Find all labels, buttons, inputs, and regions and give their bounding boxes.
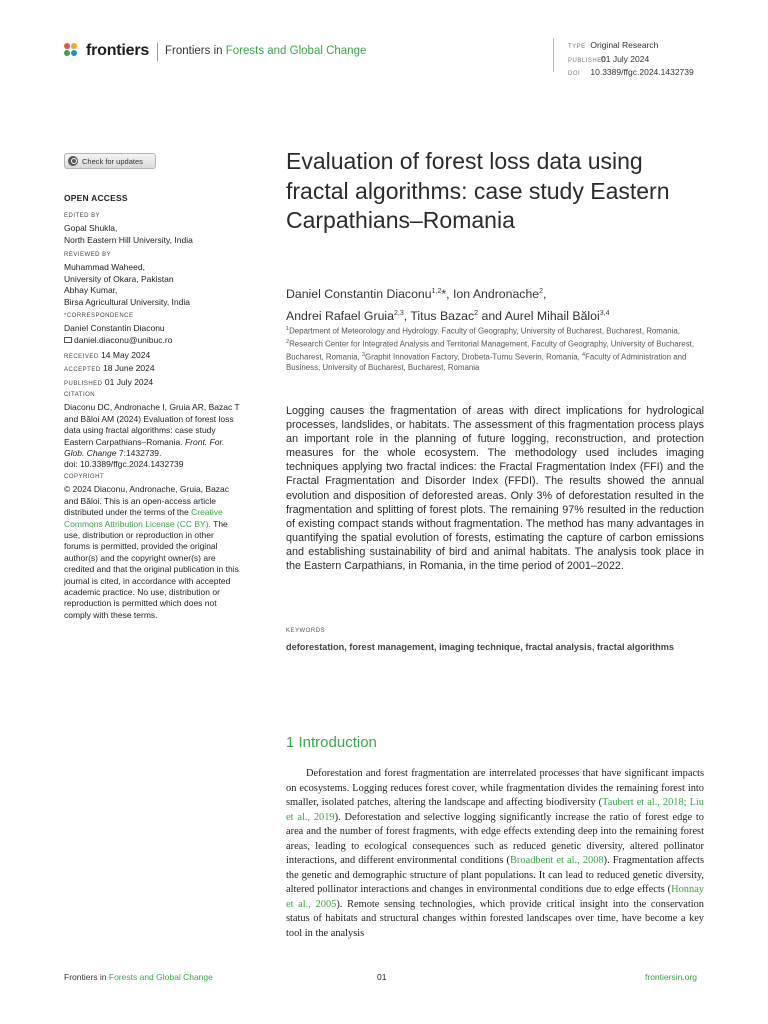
body-text: ). Remote sensing technologies, which provide critical insight into the conservation status of habitats and structural changes within forested landscapes over time, have become a key tool in the analysis — [286, 898, 705, 939]
brand-name: frontiers — [86, 42, 150, 59]
author-separator: , — [403, 309, 411, 324]
check-updates-label: Check for updates — [82, 156, 143, 166]
correspondence-name: Daniel Constantin Diaconu — [64, 323, 165, 334]
body-text: ). Deforestation and selective logging significantly increase the ratio of forest edge to area and the number of forest fragments, with edge effects extending deep into the remaining forest areas, leading to ecological consequences such as reduced genetic diversity, altered pollinator interactions, and different environmental conditions ( — [286, 811, 705, 866]
author-name[interactable]: Andrei Rafael Gruia — [286, 309, 394, 324]
published-value: 01 July 2024 — [104, 376, 154, 387]
journal-prefix: Frontiers in — [165, 45, 223, 57]
keywords-label: KEYWORDS — [286, 628, 326, 634]
license-link[interactable]: Creative Commons Attribution License (CC BY). — [64, 507, 223, 529]
reviewed-by-label: REVIEWED BY — [64, 252, 112, 258]
copyright-text: © 2024 Diaconu, Andronache, Gruia, Bazac and Băloi. This is an open-access article distributed under the terms of the — [64, 484, 230, 518]
journal-name[interactable] — [165, 45, 366, 57]
edited-by-label: EDITED BY — [64, 213, 101, 219]
dates-block — [64, 350, 242, 390]
article-title: Evaluation of forest loss data using fractal algorithms: case study Eastern Carpathians–Romania — [286, 148, 670, 233]
citation-journal: Front. For. Glob. Change — [64, 436, 225, 459]
abstract: Logging causes the fragmentation of areas with direct implications for hydrological processes, landslides, or habitats. The assessment of this fragmentation process plays an important role in the planning of future logging, reconstruction, and protection measures for the whole ecosystem. The methodology used includes imaging techniques applying two fractal indices: the Fractal Fragmentation Index (FFI) and the Fractal Fragmentation and Disorder Index (FFDI). The results showed the annual evolution and disposition of deforested areas. Only 3% of deforestation resulted in the fragmentation and splitting of forest plots. The remaining 97% resulted in the reduction of existing compact stands without fragmentation. The method has many advantages in quantifying the spatial evolution of forests, estimating the capture of carbon emissions and establishing sustainability of bird and animal habitats. The analysis took place in the Eastern Carpathians, in Romania, in the time period of 2001–2022. — [286, 405, 704, 573]
received-value: 14 May 2024 — [101, 350, 151, 360]
published-value: 01 July 2024 — [601, 53, 650, 64]
refresh-icon — [68, 156, 78, 166]
footer-site-link[interactable]: frontiersin.org — [645, 972, 697, 982]
meta-divider — [553, 38, 554, 72]
affiliation-number: 2 — [286, 339, 290, 346]
header-divider — [157, 43, 158, 61]
keywords: deforestation, forest management, imaging technique, fractal analysis, fractal algorithms — [286, 642, 675, 652]
published-label: PUBLISHED — [568, 57, 607, 64]
footer-journal-prefix: Frontiers in — [64, 972, 107, 982]
frontiers-logo[interactable] — [64, 42, 149, 60]
published-label: PUBLISHED — [64, 380, 103, 387]
corresponding-mark: * — [441, 287, 447, 302]
reviewed-by-block — [64, 250, 242, 308]
received-label: RECEIVED — [64, 354, 99, 360]
reviewer-affiliation: University of Okara, Pakistan — [64, 273, 174, 284]
affiliation-number: 3 — [361, 352, 365, 359]
reviewer-name: Abhay Kumar, — [64, 285, 118, 296]
type-value: Original Research — [590, 40, 659, 50]
citation-doi[interactable]: doi: 10.3389/ffgc.2024.1432739 — [64, 459, 184, 470]
author-affiliation-ref: 2 — [539, 288, 544, 295]
copyright-terms: The use, distribution or reproduction in other forums is permitted, provided the original author(s) and the copyright owner(s) are credited and that the original publication in this journal is cited, in accordance with accepted academic practice. No use, distribution or reproduction is permitted which does not comply with these terms. — [64, 518, 239, 620]
frontiers-logo-icon — [64, 43, 80, 59]
citation-label: CITATION — [64, 392, 96, 398]
affiliation-text: Faculty of Administration and Business, University of Bucharest, Bucharest, Romania — [286, 352, 687, 373]
copyright-label: COPYRIGHT — [64, 474, 105, 480]
copyright-block — [64, 472, 242, 621]
author-affiliation-ref: 3,4 — [599, 310, 610, 318]
affiliations — [286, 324, 706, 374]
citation-link[interactable]: Broadbent et al., 2008 — [510, 855, 604, 866]
footer-journal[interactable] — [64, 972, 213, 982]
editor-name: Gopal Shukla, — [64, 223, 118, 234]
page-number: 01 — [377, 972, 387, 982]
author-separator: , — [446, 287, 453, 302]
section-heading: 1 Introduction — [286, 734, 377, 751]
citation-link[interactable]: Honnay et al., 2005 — [286, 884, 704, 910]
citation-link[interactable]: Taubert et al., 2018; Liu et al., 2019 — [286, 797, 704, 823]
body-text: Deforestation and forest fragmentation are interrelated processes that have significant impacts on ecosystems. Logging reduces forest cover, while fragmentation divides the remaining forest into smaller, isolated patches, altering the landscape and affecting biodiversity ( — [286, 768, 704, 808]
accepted-label: ACCEPTED — [64, 367, 101, 374]
reviewer-name: Muhammad Waheed, — [64, 262, 145, 273]
author-affiliation-ref: 2 — [474, 310, 479, 318]
author-name[interactable]: Titus Bazac — [410, 309, 475, 324]
article-meta — [568, 40, 694, 81]
correspondence-block — [64, 311, 242, 346]
author-separator: , — [543, 287, 547, 302]
correspondence-label: *CORRESPONDENCE — [64, 313, 134, 319]
footer-journal-name: Forests and Global Change — [108, 972, 213, 982]
open-access-label: OPEN ACCESS — [64, 193, 128, 203]
citation-text: Diaconu DC, Andronache I, Gruia AR, Bazac T and Băloi AM (2024) Evaluation of forest loss data using fractal algorithms: case study Eastern Carpathians–Romania. — [64, 402, 240, 447]
citation-block — [64, 390, 242, 471]
check-for-updates-button[interactable] — [64, 153, 156, 169]
author-affiliation-ref: 2,3 — [394, 310, 404, 318]
author-affiliation-ref: 1,2 — [431, 288, 442, 295]
affiliation-text: Department of Meteorology and Hydrology, Faculty of Geography, University of Bucharest, Bucharest, Romania, — [289, 326, 680, 336]
journal-title: Forests and Global Change — [225, 45, 367, 57]
affiliation-number: 1 — [286, 326, 290, 332]
type-label: TYPE — [568, 44, 586, 50]
email-icon — [64, 337, 72, 343]
author-name[interactable]: Aurel Mihail Băloi — [504, 309, 600, 324]
author-separator: and — [478, 309, 505, 324]
correspondence-email[interactable]: daniel.diaconu@unibuc.ro — [74, 334, 173, 345]
affiliation-text: Graphit Innovation Factory, Drobeta-Turnu Severin, Romania, — [364, 352, 583, 362]
author-name[interactable]: Daniel Constantin Diaconu — [286, 287, 432, 302]
affiliation-number: 4 — [582, 352, 586, 359]
author-name[interactable]: Ion Andronache — [452, 287, 540, 302]
editor-affiliation: North Eastern Hill University, India — [64, 234, 193, 245]
accepted-value: 18 June 2024 — [103, 363, 155, 374]
body-paragraph — [286, 767, 704, 941]
reviewer-affiliation: Birsa Agricultural University, India — [64, 296, 190, 307]
edited-by-block — [64, 211, 242, 246]
doi-value[interactable]: 10.3389/ffgc.2024.1432739 — [590, 67, 694, 77]
correspondence-email-row[interactable] — [64, 335, 242, 346]
body-text: ). Fragmentation affects the genetic and demographic structure of plant populations. It can lead to reduced genetic diversity, altered pollinator interactions and changes in environmental conditions due to edge effects ( — [286, 855, 704, 895]
doi-label: DOI — [568, 71, 581, 77]
affiliation-text: Research Center for Integrated Analysis and Territorial Management, Faculty of Geography, University of Bucharest, Bucharest, Romania, — [286, 339, 695, 362]
author-list — [286, 282, 716, 326]
citation-volume: 7:1432739. — [116, 448, 162, 459]
